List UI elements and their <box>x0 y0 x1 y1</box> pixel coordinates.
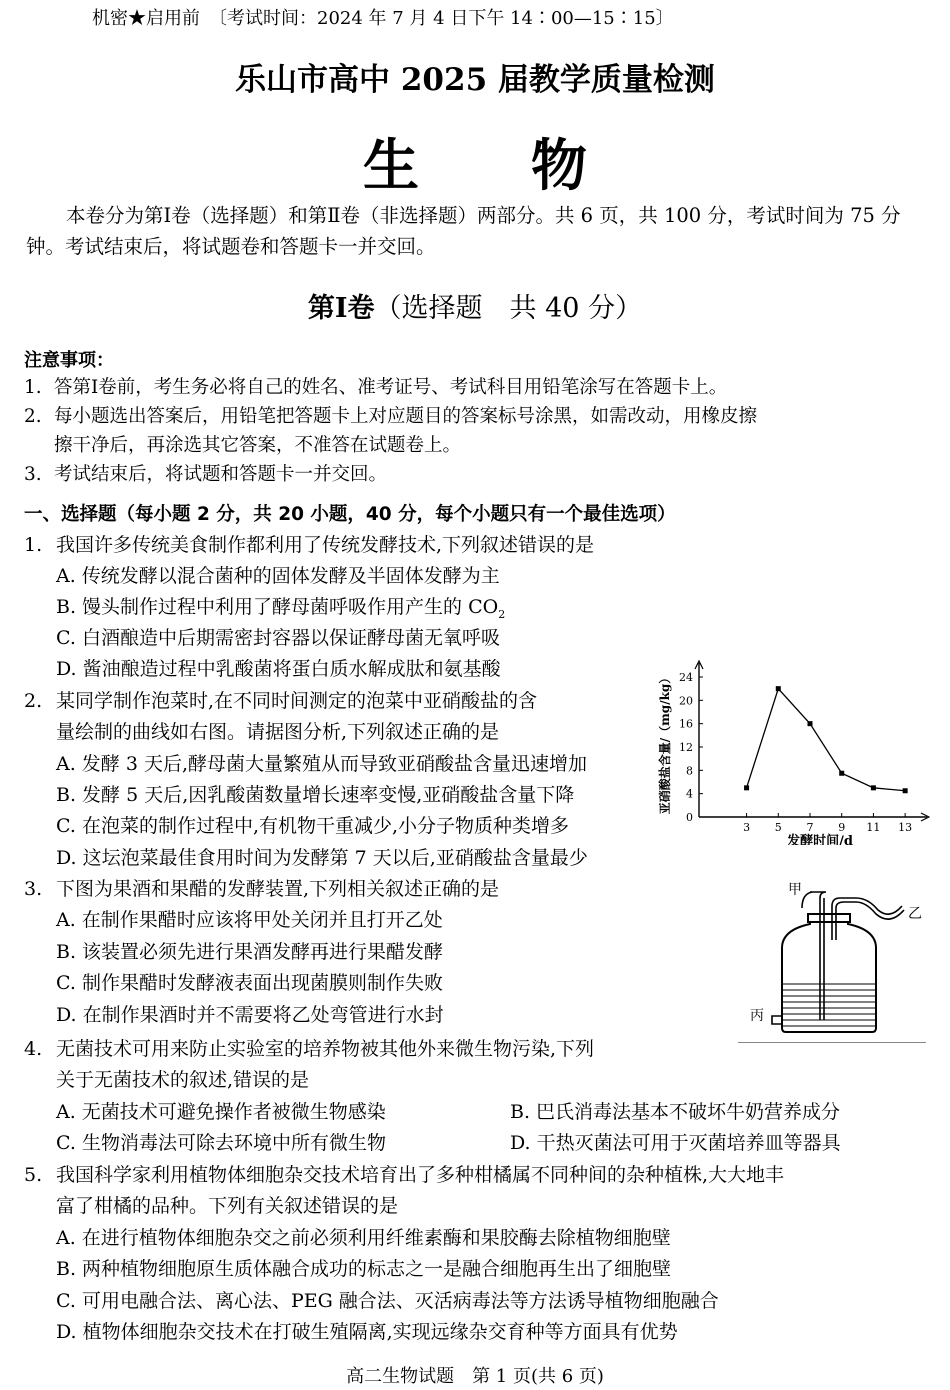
subject-title: 生物 <box>363 133 699 199</box>
notice-number: 3. <box>24 464 42 485</box>
notice-heading: 注意事项： <box>24 350 114 371</box>
fermentation-apparatus-svg <box>740 880 925 1045</box>
data-point <box>903 788 908 793</box>
question-1-option-a: A. 传统发酵以混合菌种的固体发酵及半固体发酵为主 <box>56 565 500 587</box>
question-4-stem-cont: 关于无菌技术的叙述,错误的是 <box>56 1069 310 1091</box>
question-number: 2. <box>24 690 43 712</box>
question-3-option-c: C. 制作果醋时发酵液表面出现菌膜则制作失败 <box>56 972 443 994</box>
notice-text: 答第Ⅰ卷前，考生务必将自己的姓名、准考证号、考试科目用铅笔涂写在答题卡上。 <box>54 377 728 398</box>
fermentation-liquid <box>783 984 875 1026</box>
question-4-option-b: B. 巴氏消毒法基本不破坏牛奶营养成分 <box>510 1101 841 1123</box>
notice-item <box>24 373 929 402</box>
question-text: 我国科学家利用植物体细胞杂交技术培育出了多种柑橘属不同种间的杂种植株,大大地丰 <box>56 1164 785 1186</box>
x-tick-label: 11 <box>866 821 881 834</box>
notice-text: 考试结束后，将试题和答题卡一并交回。 <box>54 464 388 485</box>
part-heading: 一、选择题（每小题 2 分，共 20 小题，40 分，每个小题只有一个最佳选项） <box>24 504 676 525</box>
question-5-option-d: D. 植物体细胞杂交技术在打破生殖隔离,实现远缘杂交育种等方面具有优势 <box>56 1321 678 1343</box>
divider-line <box>738 1042 926 1043</box>
question-number: 1. <box>24 534 43 556</box>
notice-text: 擦干净后，再涂选其它答案，不准答在试题卷上。 <box>54 435 462 456</box>
x-tick-label: 5 <box>774 821 782 834</box>
notice-number: 1. <box>24 377 42 398</box>
x-tick-label: 7 <box>806 821 814 834</box>
section-title <box>0 286 950 325</box>
question-number: 4. <box>24 1038 43 1060</box>
label-yi: 乙 <box>908 906 922 922</box>
question-text: 无菌技术可用来防止实验室的培养物被其他外来微生物污染,下列 <box>56 1038 595 1060</box>
y-tick-label: 16 <box>679 717 693 731</box>
tube-jia-bend <box>802 892 812 908</box>
data-point <box>839 771 844 776</box>
y-tick-label: 8 <box>686 764 693 778</box>
confidential-line: 机密★启用前 〔考试时间：2024 年 7 月 4 日下午 14∶00—15∶15〕 <box>92 8 674 29</box>
x-axis-label: 发酵时间/d <box>787 834 853 845</box>
data-point <box>808 721 813 726</box>
question-2-option-c: C. 在泡菜的制作过程中,有机物干重减少,小分子物质种类增多 <box>56 815 570 837</box>
question-3-option-d: D. 在制作果酒时并不需要将乙处弯管进行水封 <box>56 1004 444 1026</box>
question-3-option-b: B. 该装置必须先进行果酒发酵再进行果醋发酵 <box>56 941 444 963</box>
data-point <box>776 686 781 691</box>
question-2-option-a: A. 发酵 3 天后,酵母菌大量繁殖从而导致亚硝酸盐含量迅速增加 <box>56 753 588 775</box>
question-number: 3. <box>24 878 43 900</box>
question-4-stem <box>24 1034 594 1065</box>
outlet-bing <box>772 1016 782 1024</box>
question-text: 下图为果酒和果醋的发酵装置,下列相关叙述正确的是 <box>56 878 500 900</box>
nitrite-series-line <box>747 689 906 791</box>
notice-number: 2. <box>24 406 42 427</box>
intro-paragraph: 本卷分为第Ⅰ卷（选择题）和第Ⅱ卷（非选择题）两部分。共 6 页，共 100 分，考试时间为 75 分钟。考试结束后，将试题卷和答题卡一并交回。 <box>26 204 901 258</box>
exam-title: 乐山市高中 2025 届教学质量检测 <box>235 62 715 98</box>
question-4-option-a: A. 无菌技术可避免操作者被微生物感染 <box>56 1101 386 1123</box>
notice-item <box>24 402 929 431</box>
question-5-option-c: C. 可用电融合法、离心法、PEG 融合法、灭活病毒法等方法诱导植物细胞融合 <box>56 1290 719 1312</box>
bottle-outline <box>782 920 876 1032</box>
question-4-option-c: C. 生物消毒法可除去环境中所有微生物 <box>56 1132 386 1154</box>
question-number: 5. <box>24 1164 43 1186</box>
nitrite-chart-svg <box>655 655 930 845</box>
page-footer: 高二生物试题 第 1 页(共 6 页) <box>346 1366 604 1387</box>
notice-item-continued <box>24 431 929 460</box>
y-axis-label: 亚硝酸盐含量/（mg/kg） <box>658 671 672 815</box>
y-tick-label: 24 <box>679 671 693 684</box>
question-2-option-b: B. 发酵 5 天后,因乳酸菌数量增长速率变慢,亚硝酸盐含量下降 <box>56 784 575 806</box>
x-tick-label: 13 <box>898 821 913 834</box>
section-title-rest: （选择题 共 40 分） <box>374 293 643 324</box>
question-5-option-b: B. 两种植物细胞原生质体融合成功的标志之一是融合细胞再生出了细胞壁 <box>56 1258 672 1280</box>
question-5-stem-cont: 富了柑橘的品种。下列有关叙述错误的是 <box>56 1195 399 1217</box>
label-bing: 丙 <box>750 1008 764 1024</box>
question-1-stem <box>24 530 594 561</box>
y-tick-label: 0 <box>686 811 693 824</box>
bottle-cap <box>808 914 850 922</box>
x-tick-label: 3 <box>743 821 751 834</box>
subscript: 2 <box>498 607 506 621</box>
question-5-option-a: A. 在进行植物体细胞杂交之前必须利用纤维素酶和果胶酶去除植物细胞壁 <box>56 1227 671 1249</box>
question-2-option-d: D. 这坛泡菜最佳食用时间为发酵第 7 天以后,亚硝酸盐含量最少 <box>56 847 588 869</box>
question-4-option-d: D. 干热灭菌法可用于灭菌培养皿等器具 <box>510 1132 841 1154</box>
question-3-stem <box>24 874 499 905</box>
data-point <box>744 785 749 790</box>
question-text: 某同学制作泡菜时,在不同时间测定的泡菜中亚硝酸盐的含 <box>56 690 538 712</box>
section-title-bold: 第Ⅰ卷 <box>307 293 375 324</box>
notice-text: 每小题选出答案后，用铅笔把答题卡上对应题目的答案标号涂黑，如需改动，用橡皮擦 <box>54 406 758 427</box>
question-2-stem <box>24 686 537 717</box>
notice-item <box>24 460 929 489</box>
nitrite-chart <box>655 655 930 845</box>
question-2-stem-cont: 量绘制的曲线如右图。请据图分析,下列叙述正确的是 <box>56 721 500 743</box>
fermentation-apparatus <box>740 880 925 1045</box>
y-tick-label: 4 <box>686 787 693 801</box>
x-tick-label: 9 <box>838 821 846 834</box>
y-tick-label: 20 <box>679 694 693 708</box>
option-text: B. 馒头制作过程中利用了酵母菌呼吸作用产生的 CO <box>56 596 499 618</box>
y-tick-label: 12 <box>679 741 693 754</box>
question-text: 我国许多传统美食制作都利用了传统发酵技术,下列叙述错误的是 <box>56 534 595 556</box>
question-5-stem <box>24 1160 784 1191</box>
data-point <box>871 785 876 790</box>
question-3-option-a: A. 在制作果醋时应该将甲处关闭并且打开乙处 <box>56 909 443 931</box>
label-jia: 甲 <box>788 882 802 898</box>
question-1-option-d: D. 酱油酿造过程中乳酸菌将蛋白质水解成肽和氨基酸 <box>56 658 501 680</box>
question-1-option-c: C. 白酒酿造中后期需密封容器以保证酵母菌无氧呼吸 <box>56 627 500 649</box>
